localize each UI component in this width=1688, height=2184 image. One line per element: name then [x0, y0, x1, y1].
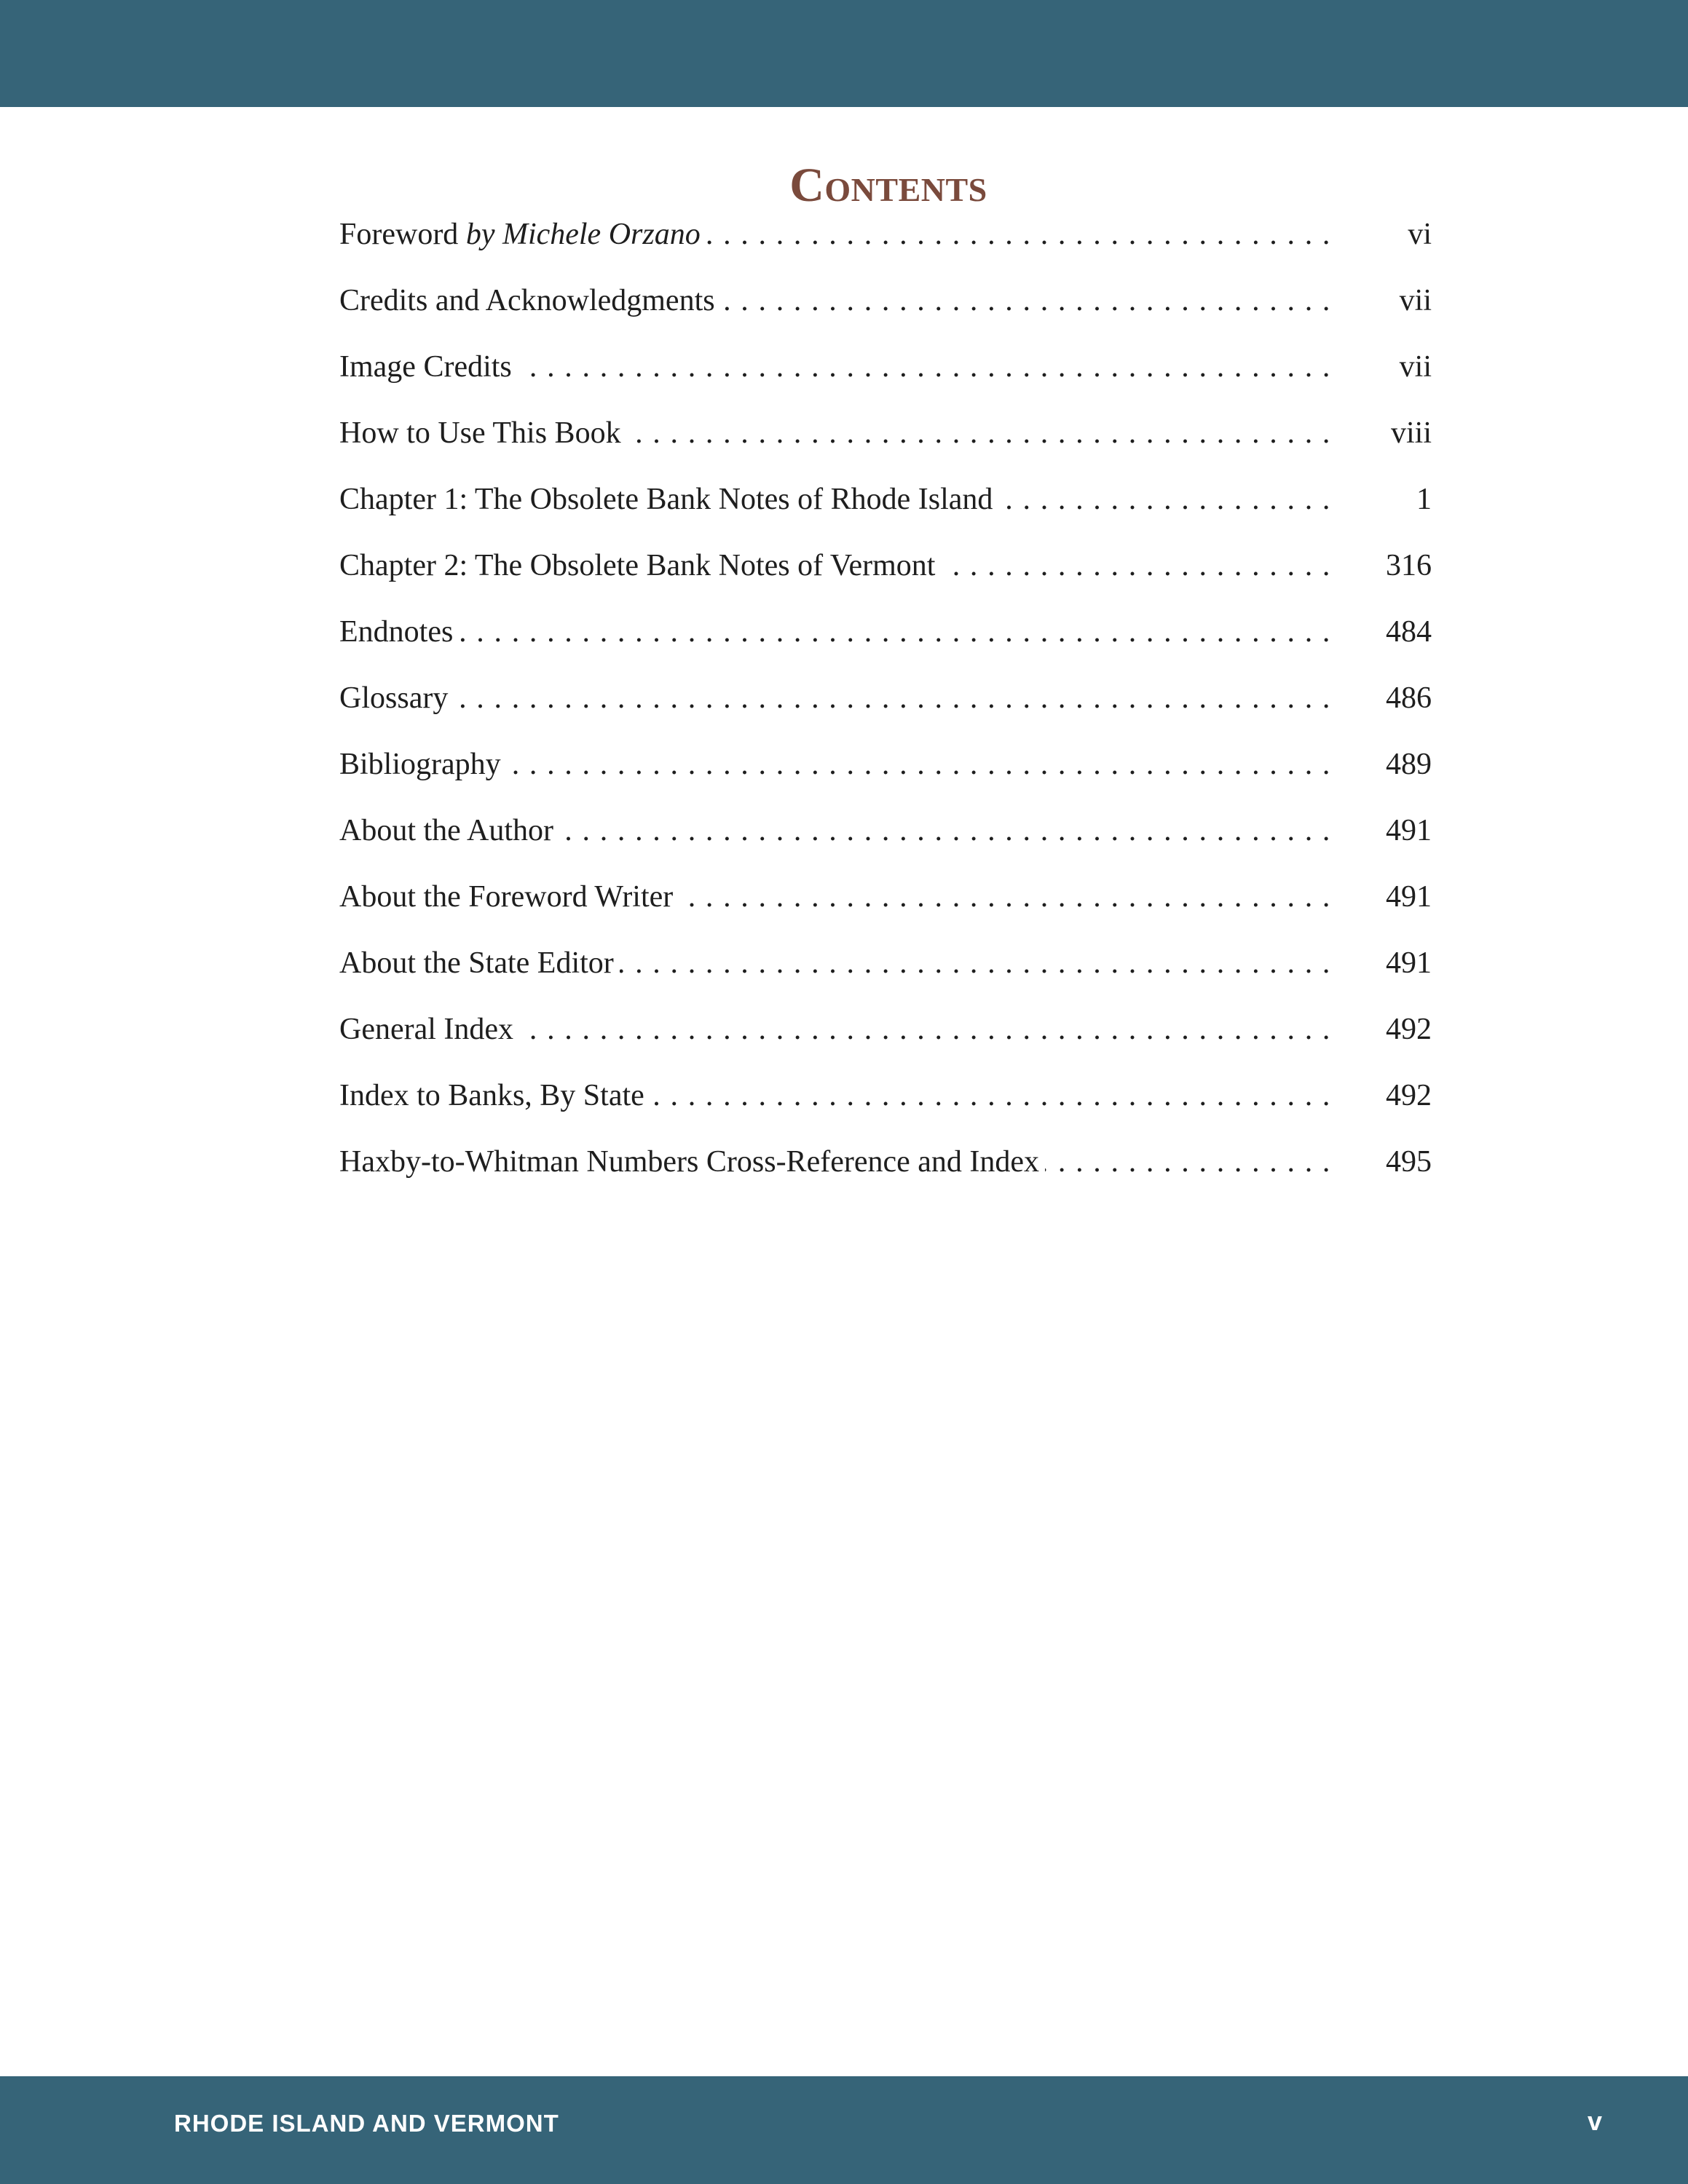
toc-entry-endnotes[interactable] — [339, 598, 1432, 665]
toc-entry-page: 495 — [1386, 1144, 1432, 1179]
toc-entry-title: About the State Editor — [339, 948, 620, 978]
toc-entry-page: vii — [1399, 283, 1432, 317]
toc-entry-title: Chapter 2: The Obsolete Bank Notes of Vermont — [339, 550, 941, 581]
toc-entry-page: 486 — [1386, 681, 1432, 715]
toc-entry-page: 492 — [1386, 1012, 1432, 1046]
toc-entry-title: Chapter 1: The Obsolete Bank Notes of Rhode Island — [339, 484, 998, 515]
dot-leader — [459, 617, 1331, 647]
toc-entry-page: vii — [1399, 349, 1432, 384]
toc-entry-title: Foreword by Michele Orzano — [339, 219, 706, 250]
dot-leader — [941, 550, 1331, 581]
dot-leader — [454, 683, 1331, 713]
header-band — [0, 0, 1688, 107]
toc-entry-about-author[interactable] — [339, 797, 1432, 863]
toc-entry-general-index[interactable] — [339, 996, 1432, 1062]
dot-leader — [518, 352, 1331, 382]
toc-entry-bibliography[interactable] — [339, 731, 1432, 797]
toc-entry-page: 484 — [1386, 614, 1432, 649]
toc-entry-title: Bibliography — [339, 749, 507, 780]
toc-entry-how-to-use[interactable] — [339, 400, 1432, 466]
dot-leader — [519, 1014, 1331, 1045]
toc-entry-page: 491 — [1386, 879, 1432, 914]
toc-entry-title: How to Use This Book — [339, 418, 627, 448]
dot-leader — [998, 484, 1331, 515]
dot-leader — [627, 418, 1331, 448]
toc-entry-page: 491 — [1386, 813, 1432, 847]
toc-entry-byline: by Michele Orzano — [465, 217, 701, 251]
toc-entry-about-foreword-writer[interactable] — [339, 863, 1432, 930]
toc-entry-title: About the Author — [339, 815, 559, 846]
dot-leader — [1045, 1147, 1331, 1177]
toc-entry-title: Glossary — [339, 683, 454, 713]
dot-leader — [706, 219, 1331, 250]
toc-entry-about-state-editor[interactable] — [339, 930, 1432, 996]
toc-entry-image-credits[interactable] — [339, 333, 1432, 400]
table-of-contents — [339, 201, 1432, 1195]
toc-entry-title: About the Foreword Writer — [339, 882, 679, 912]
toc-entry-foreword[interactable] — [339, 201, 1432, 267]
dot-leader — [650, 1080, 1331, 1111]
toc-entry-chapter-2[interactable] — [339, 532, 1432, 598]
toc-entry-page: 489 — [1386, 747, 1432, 781]
toc-entry-title: General Index — [339, 1014, 519, 1045]
dot-leader — [559, 815, 1331, 846]
dot-leader — [679, 882, 1331, 912]
toc-entry-title: Endnotes — [339, 617, 459, 647]
toc-entry-haxby-whitman-index[interactable] — [339, 1128, 1432, 1195]
toc-entry-title: Index to Banks, By State — [339, 1080, 650, 1111]
dot-leader — [620, 948, 1331, 978]
toc-entry-title: Image Credits — [339, 352, 518, 382]
dot-leader — [721, 285, 1331, 316]
running-title: RHODE ISLAND AND VERMONT — [174, 2110, 559, 2137]
toc-entry-page: 492 — [1386, 1078, 1432, 1112]
toc-entry-page: 1 — [1416, 482, 1432, 516]
toc-entry-index-to-banks[interactable] — [339, 1062, 1432, 1128]
page-number: v — [1587, 2106, 1602, 2136]
toc-entry-page: vi — [1408, 217, 1432, 251]
page-title: Contents — [789, 159, 987, 213]
toc-entry-title: Haxby-to-Whitman Numbers Cross-Reference and Index — [339, 1147, 1045, 1177]
toc-entry-page: 491 — [1386, 946, 1432, 980]
toc-entry-title: Credits and Acknowledgments — [339, 285, 721, 316]
toc-entry-credits[interactable] — [339, 267, 1432, 333]
toc-entry-page: viii — [1390, 416, 1432, 450]
toc-entry-chapter-1[interactable] — [339, 466, 1432, 532]
toc-entry-glossary[interactable] — [339, 665, 1432, 731]
dot-leader — [507, 749, 1331, 780]
toc-entry-page: 316 — [1386, 548, 1432, 582]
